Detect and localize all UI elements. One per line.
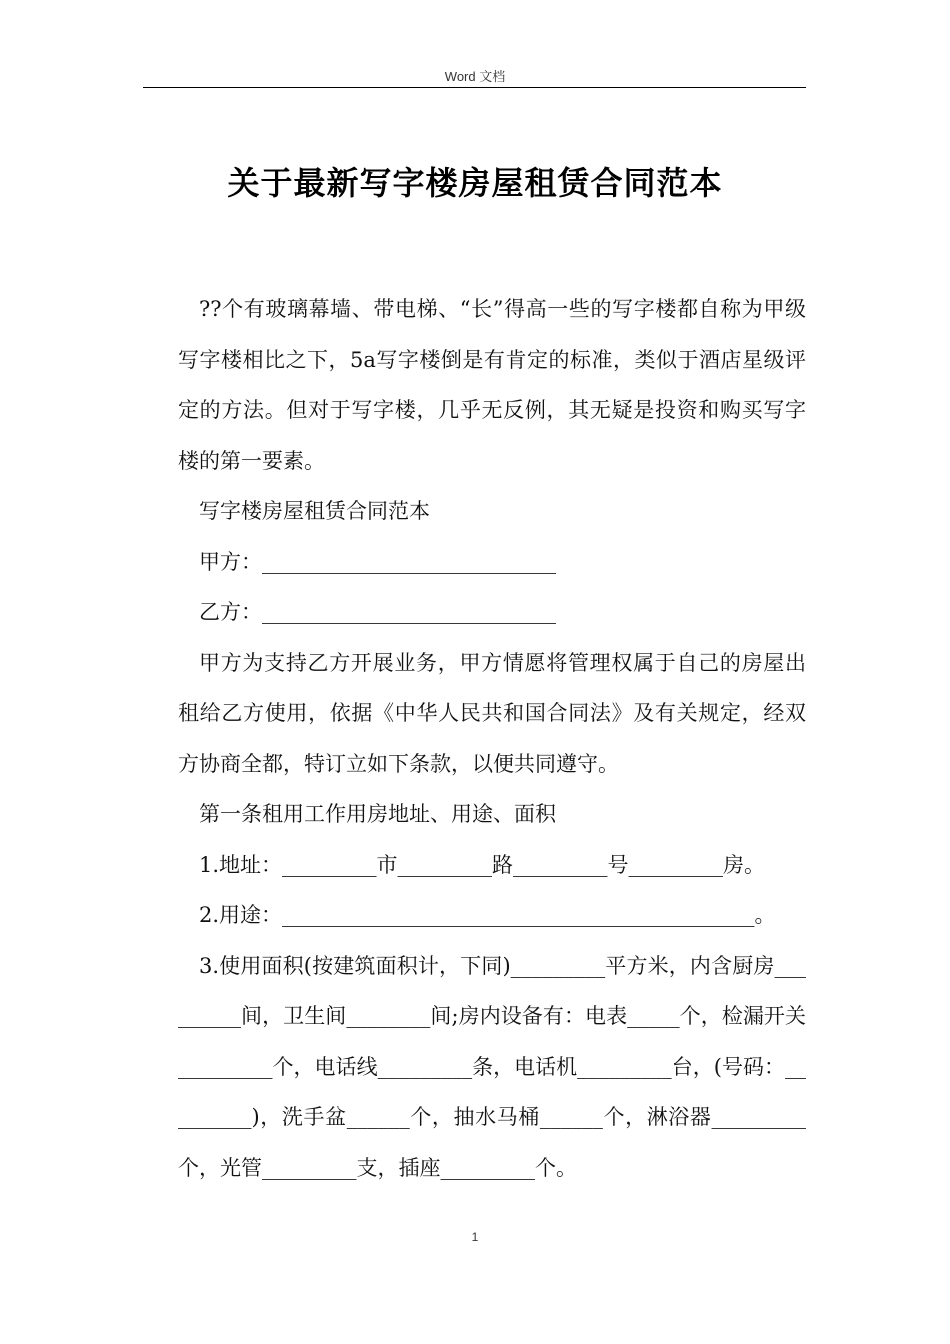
article-one-heading: 第一条租用工作用房地址、用途、面积	[199, 802, 556, 826]
page-number: 1	[471, 1230, 479, 1244]
party-b-line: 乙方：____________________________	[199, 600, 556, 624]
page-header-label: Word 文档	[444, 69, 506, 84]
intro-paragraph: ??个有玻璃幕墙、带电梯、“长”得高一些的写字楼都自称为甲级写字楼相比之下，5a写字楼倒是有肯定的标准，类似于酒店星级评定的方法。但对于写字楼，几乎无反例，其无疑是投资和购买写字楼的第一要素。	[178, 297, 806, 473]
header-divider	[143, 87, 806, 88]
usage-clause: 2.用途：_____________________________________________。	[199, 903, 776, 927]
party-a-line: 甲方：____________________________	[199, 549, 556, 574]
preamble-paragraph: 甲方为支持乙方开展业务，甲方情愿将管理权属于自己的房屋出租给乙方使用，依据《中华人民共和国合同法》及有关规定，经双方协商全都，特订立如下条款，以便共同遵守。	[178, 650, 806, 776]
document-body	[178, 284, 806, 1193]
contract-subtitle: 写字楼房屋租赁合同范本	[199, 499, 430, 523]
area-equipment-clause: 3.使用面积(按建筑面积计，下同)_________平方米，内含厨房_________间，卫生间________间;房内设备有：电表_____个，检漏开关_________个，电话线_________条，电话机_________台，(号码：_________)，洗手盆______个，抽水马桶______个，淋浴器_________个，光管_________支，插座_________个。	[178, 953, 806, 1180]
address-clause: 1.地址：_________市_________路_________号_________房。	[199, 852, 766, 877]
document-title: 关于最新写字楼房屋租赁合同范本	[227, 164, 723, 202]
